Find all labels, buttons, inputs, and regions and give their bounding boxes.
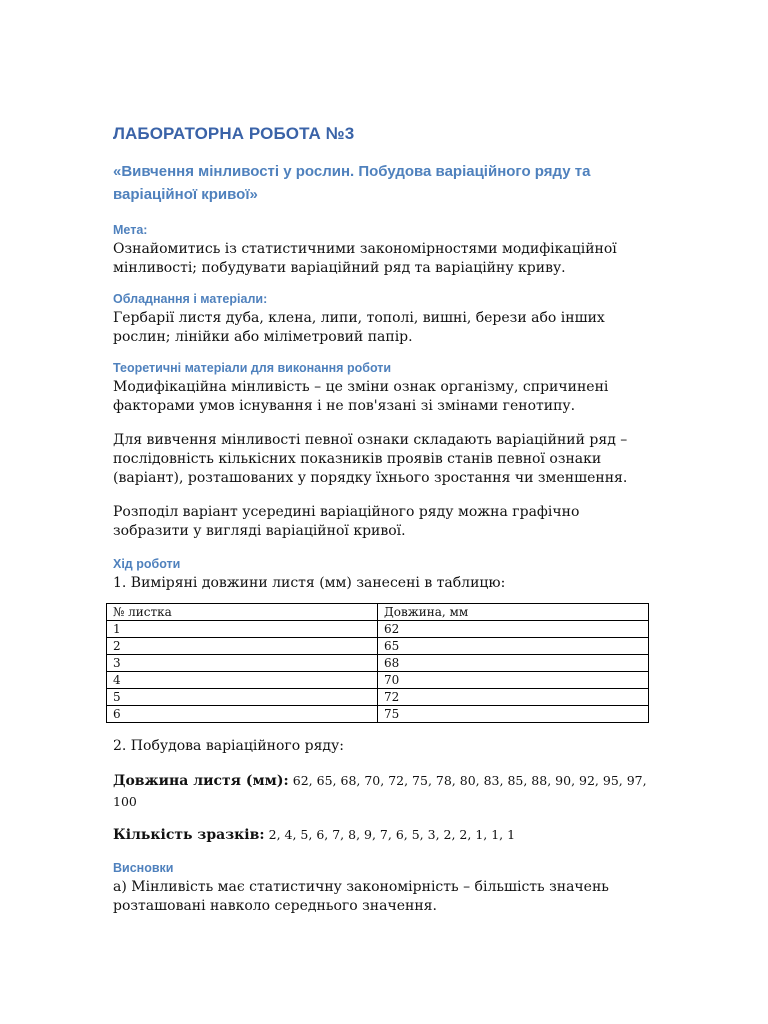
table-header-row <box>107 604 649 621</box>
table-row <box>107 672 649 689</box>
table-cell: 75 <box>378 706 649 723</box>
procedure-step-2: 2. Побудова варіаційного ряду: <box>113 738 345 754</box>
page-title: ЛАБОРАТОРНА РОБОТА №3 <box>113 124 355 143</box>
theory-paragraph-3: Розподіл варіант усередині варіаційного ряду можна графічно зобразити у вигляді варіаційної кривої. <box>113 504 580 539</box>
lengths-values: 62, 65, 68, 70, 72, 75, 78, 80, 83, 85, 88, 90, 92, 95, 97, 100 <box>113 773 647 809</box>
procedure-step-1: 1. Виміряні довжини листя (мм) занесені в таблицю: <box>113 575 506 591</box>
table-cell: 4 <box>107 672 378 689</box>
table-header-cell: № листка <box>107 604 378 621</box>
conclusion-a: а) Мінливість має статистичну закономірність – більшість значень розташовані навколо середнього значення. <box>113 879 609 914</box>
equipment-heading: Обладнання і матеріали: <box>113 292 268 306</box>
table-row <box>107 638 649 655</box>
table-cell: 6 <box>107 706 378 723</box>
procedure-heading: Хід роботи <box>113 557 181 571</box>
aim-text: Ознайомитись із статистичними закономірностями модифікаційної мінливості; побудувати варіаційний ряд та варіаційну криву. <box>113 241 617 276</box>
aim-heading: Мета: <box>113 223 148 237</box>
table-row <box>107 621 649 638</box>
document-page <box>113 124 658 931</box>
page-subtitle: «Вивчення мінливості у рослин. Побудова варіаційного ряду та варіаційної кривої» <box>113 163 591 203</box>
equipment-text: Гербарії листя дуба, клена, липи, тополі, вишні, берези або інших рослин; лінійки або міліметровий папір. <box>113 310 605 345</box>
table-cell: 3 <box>107 655 378 672</box>
lengths-line <box>113 771 658 813</box>
lengths-label: Довжина листя (мм): <box>113 773 289 789</box>
table-cell: 70 <box>378 672 649 689</box>
table-cell: 2 <box>107 638 378 655</box>
theory-paragraph-1: Модифікаційна мінливість – це зміни ознак організму, спричинені факторами умов існування і не пов'язані зі змінами генотипу. <box>113 379 609 414</box>
table-cell: 62 <box>378 621 649 638</box>
table-cell: 1 <box>107 621 378 638</box>
table-cell: 65 <box>378 638 649 655</box>
counts-line <box>113 825 658 846</box>
theory-heading: Теоретичні матеріали для виконання роботи <box>113 361 392 375</box>
table-cell: 72 <box>378 689 649 706</box>
table-cell: 68 <box>378 655 649 672</box>
table-row <box>107 655 649 672</box>
table-row <box>107 706 649 723</box>
table-cell: 5 <box>107 689 378 706</box>
theory-paragraph-2: Для вивчення мінливості певної ознаки складають варіаційний ряд – послідовність кількісних показників проявів станів певної ознаки (варіант), розташованих у порядку їхнього зростання чи зменшення. <box>113 432 628 486</box>
table-row <box>107 689 649 706</box>
counts-label: Кількість зразків: <box>113 827 265 843</box>
leaf-length-table <box>106 603 649 723</box>
table-header-cell: Довжина, мм <box>378 604 649 621</box>
counts-values: 2, 4, 5, 6, 7, 8, 9, 7, 6, 5, 3, 2, 2, 1, 1, 1 <box>268 827 516 842</box>
conclusions-heading: Висновки <box>113 861 174 875</box>
